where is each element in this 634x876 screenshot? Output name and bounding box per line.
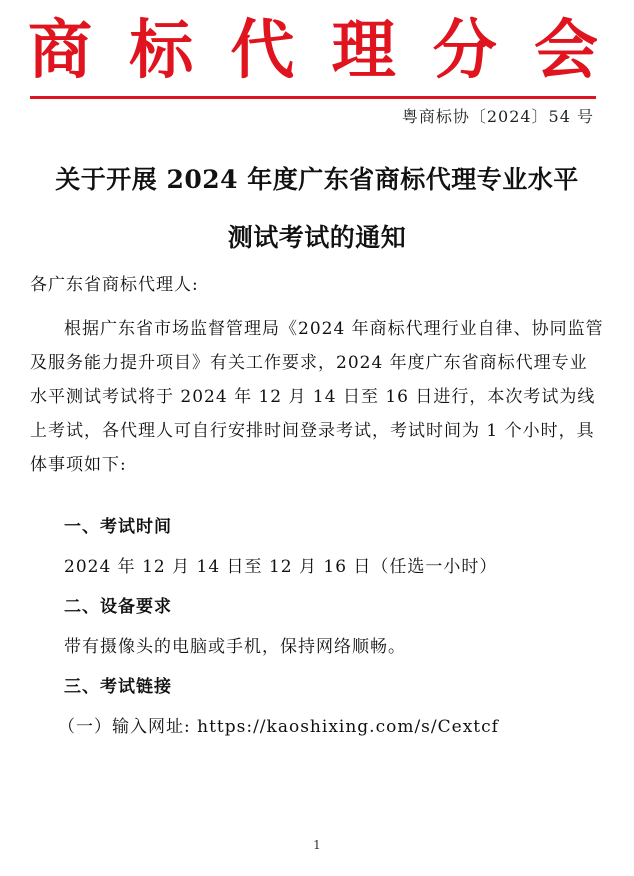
masthead-char: 商 bbox=[28, 13, 92, 88]
masthead bbox=[28, 12, 598, 90]
masthead-char: 理 bbox=[331, 13, 396, 88]
page-number: 1 bbox=[313, 838, 321, 852]
section-content-exam-time: 2024 年 12 月 14 日至 12 月 16 日（任选一小时） bbox=[64, 557, 498, 577]
intro-paragraph: 根据广东省市场监督管理局《2024 年商标代理行业自律、协同监管及服务能力提升项目》有关工作要求，2024 年度广东省商标代理专业水平测试考试将于 2024 年 12 月 14 日至 16 日进行，本次考试为线上考试，各代理人可自行安排时间登录考试，考试时间为 1 个小时，具体事项如下: bbox=[30, 319, 604, 475]
masthead-char: 分 bbox=[432, 13, 497, 88]
section-content-exam-link[interactable]: （一）输入网址: https://kaoshixing.com/s/Cextcf bbox=[58, 717, 499, 737]
title-line-1: 关于开展 2024 年度广东省商标代理专业水平 bbox=[55, 165, 579, 194]
section-heading-exam-time: 一、考试时间 bbox=[64, 517, 172, 537]
masthead-char: 会 bbox=[533, 13, 598, 88]
section-heading-equipment: 二、设备要求 bbox=[64, 597, 172, 617]
section-content-equipment: 带有摄像头的电脑或手机，保持网络顺畅。 bbox=[64, 637, 406, 657]
section-heading-exam-link: 三、考试链接 bbox=[64, 677, 172, 697]
red-divider bbox=[30, 96, 596, 99]
title-line-2: 测试考试的通知 bbox=[227, 223, 407, 252]
masthead-char: 代 bbox=[230, 13, 295, 88]
salutation: 各广东省商标代理人: bbox=[30, 275, 199, 295]
masthead-char: 标 bbox=[129, 13, 194, 88]
document-number: 粤商标协〔2024〕54 号 bbox=[401, 107, 594, 126]
